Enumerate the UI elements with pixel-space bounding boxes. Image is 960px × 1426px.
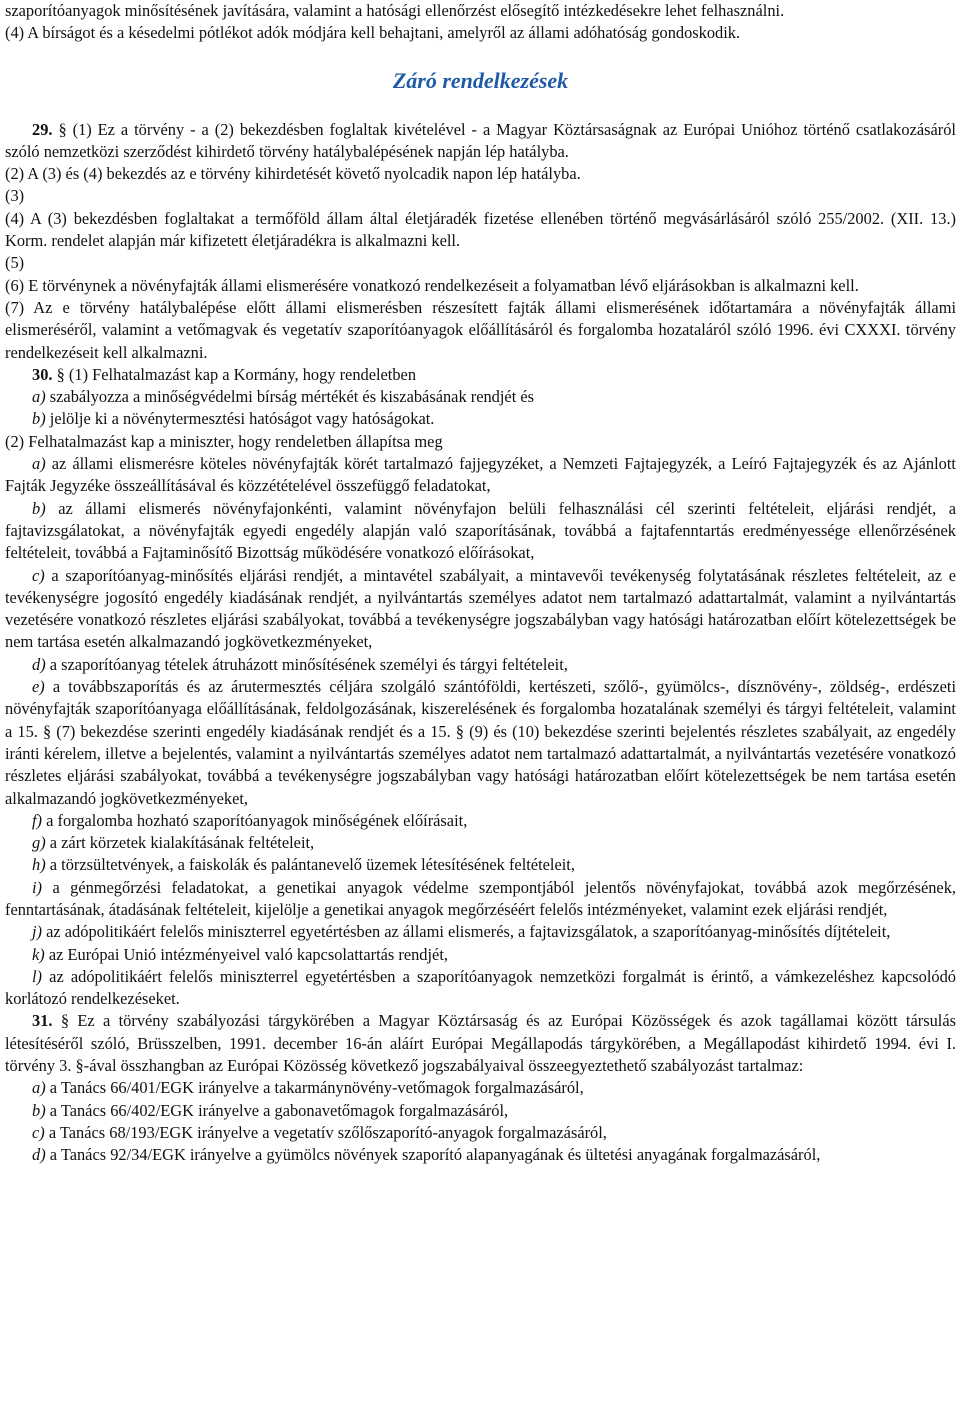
section-number: 31. [32, 1011, 53, 1031]
section-30-paragraph-1 [5, 364, 956, 386]
item-text: a törzsültetvények, a faiskolák és palántanevelő üzemek létesítésének feltételeit, [49, 855, 575, 875]
item-letter: a) [32, 454, 46, 474]
section-29-paragraph-3: (3) [5, 186, 25, 206]
paragraph-sign: § [60, 1011, 70, 1031]
item-text: az adópolitikáért felelős miniszterrel egyetértésben az állami elismerés, a fajtavizsgálatok, a szaporítóanyag-minősítés díjtételeit, [46, 922, 891, 942]
list-item [5, 498, 956, 565]
paragraph-text: Ez a törvény szabályozási tárgykörében a Magyar Köztársaság és az Európai Közösségek és azok tagállamai között társulás létesítéséről szóló, Brüsszelben, 1991. december 16-án aláírt Európai Megállapodás tárgykörében, a Megállapodást kihirdető 1994. évi I. törvény 3. §-ával összhangban az Európai Közösség következő jogszabályaival összeegyeztethető szabályozást tartalmaz: [5, 1011, 956, 1076]
list-item [5, 1100, 956, 1122]
item-text: a Tanács 66/402/EGK irányelve a gabonavetőmagok forgalmazásáról, [49, 1100, 509, 1120]
item-letter: h) [32, 855, 46, 875]
list-item [5, 944, 956, 966]
section-31-paragraph-1 [5, 1010, 956, 1077]
paragraph-sign: § [58, 119, 67, 139]
list-item [5, 654, 956, 676]
list-item [5, 1122, 956, 1144]
item-letter: g) [32, 833, 46, 853]
item-text: szabályozza a minőségvédelmi bírság mértékét és kiszabásának rendjét és [49, 387, 535, 407]
section-29-paragraph-1 [5, 119, 956, 164]
list-item [5, 408, 956, 430]
list-item [5, 810, 956, 832]
item-text: a szaporítóanyag-minősítés eljárási rendjét, a mintavétel szabályait, a mintavevői tevékenység folytatásának részletes feltételeit, az e tevékenységre jogosító engedély kiadásának rendjét, a nyilvántartás személyes adatot nem tartalmazó adattartalmát, valamint a nyilvántartás vezetésére vonatkozó részletes eljárási szabályokat, továbbá a tevékenységre jogszabályban vagy hatósági határozatban előírt kötelezettségek be nem tartása esetén alkalmazandó jogkövetkezményeket, [5, 565, 956, 652]
list-item [5, 1077, 956, 1099]
list-item [5, 676, 956, 810]
section-number: 30. [32, 364, 53, 384]
item-letter: k) [32, 944, 45, 964]
list-item [5, 877, 956, 922]
item-letter: b) [32, 409, 46, 429]
section-29-paragraph-7: (7) Az e törvény hatálybalépése előtt állami elismerésben részesített fajták állami elismerésének időtartamára a növényfajták állami elismeréséről, valamint a vetőmagvak és vegetatív szaporítóanyagok előállításáról és forgalomba hozataláról szóló 1996. évi CXXXI. törvény rendelkezéseit kell alkalmazni. [5, 297, 956, 362]
list-item [5, 966, 956, 1011]
item-text: a Tanács 68/193/EGK irányelve a vegetatív szőlőszaporító-anyagok forgalmazásáról, [48, 1122, 607, 1142]
item-letter: l) [32, 966, 43, 986]
item-text: a zárt körzetek kialakításának feltételeit, [49, 833, 315, 853]
section-29-paragraph-5: (5) [5, 253, 25, 273]
item-letter: e) [32, 677, 45, 697]
paragraph-text: (1) Ez a törvény - a (2) bekezdésben foglaltak kivételével - a Magyar Köztársaságnak az Európai Unióhoz történő csatlakozásáról szóló nemzetközi szerződést kihirdető törvény hatálybalépésének napján lép hatályba. [5, 119, 956, 161]
list-item [5, 832, 956, 854]
item-letter: d) [32, 1145, 46, 1165]
list-item [5, 921, 956, 943]
item-text: a Tanács 66/401/EGK irányelve a takarmánynövény-vetőmagok forgalmazásáról, [49, 1078, 584, 1098]
section-number: 29. [32, 119, 53, 139]
section-30-paragraph-2: (2) Felhatalmazást kap a miniszter, hogy rendeletben állapítsa meg [5, 431, 443, 451]
paragraph-sign: § [56, 364, 65, 384]
item-letter: a) [32, 1078, 46, 1098]
item-letter: c) [32, 1122, 45, 1142]
section-29-paragraph-2: (2) A (3) és (4) bekezdés az e törvény kihirdetését követő nyolcadik napon lép hatályba. [5, 164, 581, 184]
item-text: a forgalomba hozható szaporítóanyagok minőségének előírásait, [46, 810, 468, 830]
list-item [5, 854, 956, 876]
item-letter: j) [32, 922, 43, 942]
item-text: az Európai Unió intézményeivel való kapcsolattartás rendjét, [48, 944, 448, 964]
paragraph-text: (1) Felhatalmazást kap a Kormány, hogy rendeletben [68, 364, 417, 384]
item-text: az adópolitikáért felelős miniszterrel egyetértésben a szaporítóanyagok nemzetközi forgalmát is érintő, a vámkezeléshez kapcsolódó korlátozó rendelkezéseket. [5, 966, 956, 1009]
list-item [5, 1144, 956, 1166]
list-item [5, 453, 956, 498]
item-text: a szaporítóanyag tételek átruházott minősítésének személyi és tárgyi feltételeit, [49, 654, 568, 674]
item-letter: b) [32, 1100, 46, 1120]
intro-paragraph: (4) A bírságot és a késedelmi pótlékot adók módjára kell behajtani, amelyről az állami adóhatóság gondoskodik. [5, 23, 741, 43]
item-text: az állami elismerés növényfajonkénti, valamint növényfajon belüli felhasználási cél szerinti feltételeit, eljárási rendjét, a fajtavizsgálatokat, a növényfajták egyedi engedély alapján való szaporításának, továbbá a fajtafenntartás eredményessége ellenőrzésének feltételeit, továbbá a Fajtaminősítő Bizottság működésére vonatkozó előírásokat, [5, 498, 956, 563]
item-letter: a) [32, 387, 46, 407]
item-letter: d) [32, 654, 46, 674]
item-text: a génmegőrzési feladatokat, a genetikai anyagok védelme szempontjából jelentős növényfajokat, továbbá azok megőrzésének, fenntartásának, átadásának feltételeit, kijelölje a genetikai anyagok megőrzéséért felelős intézményeket, valamint ezek eljárási rendjét, [5, 877, 956, 919]
item-letter: i) [32, 877, 43, 897]
section-29-paragraph-4: (4) A (3) bekezdésben foglaltakat a termőföld állam által életjáradék fizetése ellenében történő megvásárlásáról szóló 255/2002. (XII. 13.) Korm. rendelet alapján már kifizetett életjáradékra is alkalmazni kell. [5, 208, 956, 251]
item-text: a továbbszaporítás és az árutermesztés céljára szolgáló szántóföldi, kertészeti, szőlő-, gyümölcs-, dísznövény-, zöldség-, erdészeti növényfajták szaporítóanyaga előállításának, feldolgozásának, kiszerelésének és forgalomba hozatalának személyi és tárgyi feltételeit, valamint a 15. § (7) bekezdése szerinti engedély kiadásának rendjét és a 15. § (9) és (10) bekezdése szerinti bejelentés részletes szabályait, az engedély iránti kérelem, illetve a bejelentés, valamint a nyilvántartás személyes adatot nem tartalmazó adattartalmát, a nyilvántartás vezetésére vonatkozó részletes eljárási szabályokat, továbbá a tevékenységre jogszabályban vagy hatósági határozatban előírt kötelezettségek be nem tartása esetén alkalmazandó jogkövetkezményeket, [5, 677, 956, 808]
item-letter: c) [32, 565, 45, 585]
list-item [5, 386, 956, 408]
intro-paragraph: szaporítóanyagok minősítésének javítására, valamint a hatósági ellenőrzést elősegítő intézkedésekre lehet felhasználni. [5, 1, 785, 20]
item-letter: b) [32, 498, 46, 518]
item-text: jelölje ki a növénytermesztési hatóságot vagy hatóságokat. [49, 409, 435, 429]
list-item [5, 565, 956, 654]
item-text: a Tanács 92/34/EGK irányelve a gyümölcs növények szaporító alapanyagának és ültetési anyagának forgalmazásáról, [49, 1145, 821, 1165]
item-text: az állami elismerésre köteles növényfajták körét tartalmazó fajjegyzéket, a Nemzeti Fajtajegyzék, a Leíró Fajtajegyzék és az Ajánlott Fajták Jegyzéke összeállításával és közzétételével összefüggő feladatokat, [5, 454, 956, 496]
section-29-paragraph-6: (6) E törvénynek a növényfajták állami elismerésére vonatkozó rendelkezéseit a folyamatban lévő eljárásokban is alkalmazni kell. [5, 275, 859, 295]
item-letter: f) [32, 810, 43, 830]
section-heading: Záró rendelkezések [392, 67, 569, 93]
